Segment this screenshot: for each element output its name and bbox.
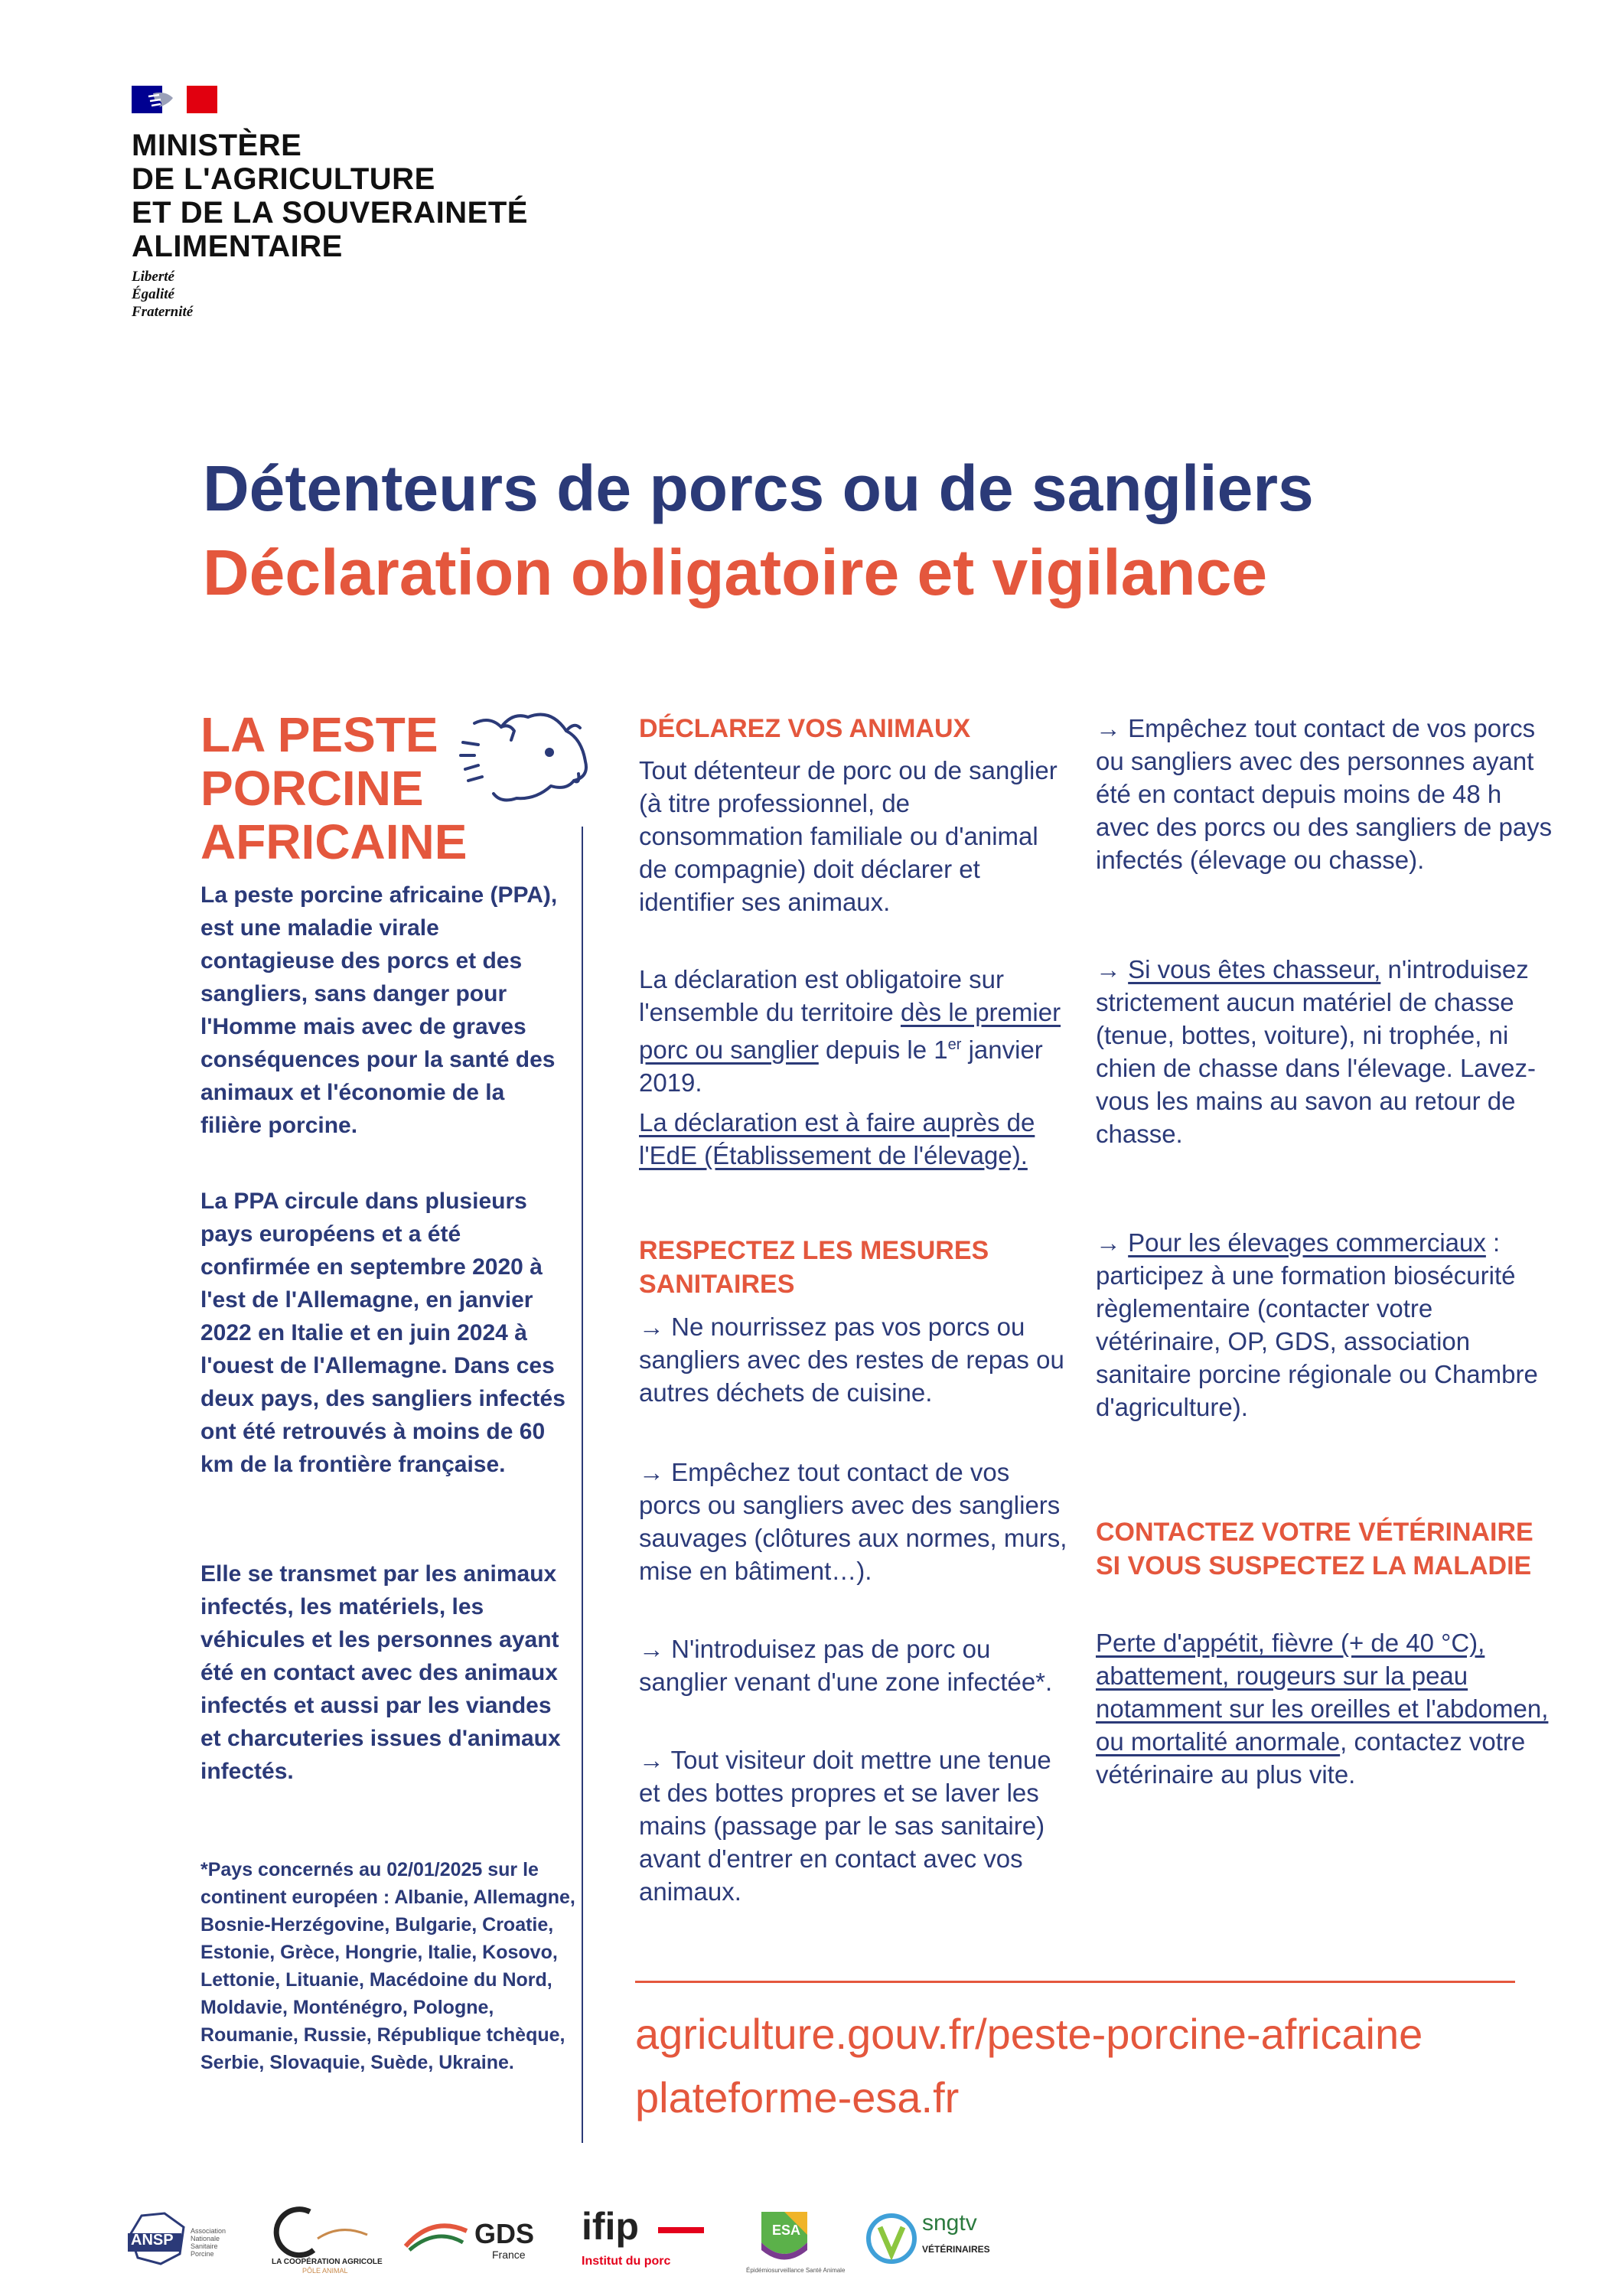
measure-item: → Empêchez tout contact de vos porcs ou sangliers avec des personnes ayant été en contact depuis moins de 48 h avec des porcs ou des sangliers de pays infectés (élevage ou chasse). [1096,714,1553,874]
arrow-icon: → [1096,714,1121,742]
measures-heading: RESPECTEZ LES MESURES SANITAIRES [639,1236,989,1299]
coop-swoosh-icon [272,2204,371,2258]
measure-item: → Tout visiteur doit mettre une tenue et des bottes propres et se laver les mains (passage par le sas sanitaire) avant d'entrer en contact avec vos animaux. [639,1746,1051,1906]
ifip-logo: ifip Institut du porc [582,2204,712,2273]
measure-item: → Empêchez tout contact de vos porcs ou sangliers avec des sangliers sauvages (clôtures aux normes, murs, mise en bâtiment…). [639,1458,1067,1585]
declare-mandatory: La déclaration est obligatoire sur l'ensemble du territoire dès le premier porc ou sanglier depuis le 1er janvier 2019. [639,965,1061,1097]
symptoms-text: Perte d'appétit, fièvre (+ de 40 °C), abattement, rougeurs sur la peau notamment sur les oreilles et l'abdomen, ou mortalité anormale, contactez votre vétérinaire au plus vite. [1096,1629,1549,1789]
ifip-bar [658,2227,704,2233]
measure-item: → N'introduisez pas de porc ou sanglier venant d'une zone infectée*. [639,1635,1053,1696]
gds-france-logo: GDS France [402,2204,547,2273]
marianne-logo-icon [132,84,217,115]
commercial-farms-link[interactable]: Pour les élevages commerciaux [1128,1228,1486,1257]
esa-url-link[interactable]: plateforme-esa.fr [635,2073,960,2122]
ministry-header [132,84,667,337]
ansp-logo: ANSP Association Nationale Sanitaire Porcine [126,2204,233,2273]
ppa-heading: LA PESTE PORCINE AFRICAINE [200,707,468,869]
hunter-link[interactable]: Si vous êtes chasseur, [1128,955,1381,983]
cooperation-agricole-logo: LA COOPÉRATION AGRICOLE PÔLE ANIMAL [272,2204,402,2273]
arrow-icon: → [639,1313,664,1341]
arrow-icon: → [639,1746,664,1774]
ppa-spread: La PPA circule dans plusieurs pays européens et a été confirmée en septembre 2020 à l'est de l'Allemagne, en janvier 2022 en Italie et en juin 2024 à l'ouest de l'Allemagne. Dans ces deux pays, des sangliers infectés ont été retrouvés à moins de 60 km de la frontière française. [200,1189,565,1477]
arrow-icon: → [1096,955,1121,983]
title-line-1: Détenteurs de porcs ou de sangliers [203,452,1314,524]
sngtv-logo: sngtv VÉTÉRINAIRES [865,2204,1002,2273]
arrow-icon: → [639,1635,664,1663]
countries-note: *Pays concernés au 02/01/2025 sur le continent européen : Albanie, Allemagne, Bosnie-Herzégovine, Bulgarie, Croatie, Estonie, Grèce, Hongrie, Italie, Kosovo, Lettonie, Lituanie, Macédoine du Nord, Moldavie, Monténégro, Pologne, Roumanie, Russie, République tchèque, Serbie, Slovaquie, Suède, Ukraine. [200,1859,575,2073]
declare-text: Tout détenteur de porc ou de sanglier (à titre professionnel, de consommation familiale ou d'animal de compagnie) doit déclarer et identifier ses animaux. [639,756,1058,916]
footer-divider [635,1981,1515,1983]
arrow-icon: → [639,1458,664,1486]
sngtv-emblem-icon [865,2212,918,2265]
republic-motto: Liberté Égalité Fraternité [132,269,194,320]
measure-item: → Pour les élevages commerciaux : participez à une formation biosécurité règlementaire (contacter votre vétérinaire, OP, GDS, association sanitaire porcine régionale ou Chambre d'agriculture). [1096,1228,1538,1421]
measure-item: → Ne nourrissez pas vos porcs ou sangliers avec des restes de repas ou autres déchets de cuisine. [639,1313,1064,1407]
ede-link[interactable]: La déclaration est à faire auprès de l'EdE (Établissement de l'élevage). [639,1108,1035,1169]
wild-boar-icon [459,700,593,815]
ppa-description: La peste porcine africaine (PPA), est une maladie virale contagieuse des porcs et des sangliers, sans danger pour l'Homme mais avec de graves conséquences pour la santé des animaux et l'économie de la filière porcine. [200,882,558,1138]
partner-logos [126,2204,1045,2281]
ppa-transmission: Elle se transmet par les animaux infectés, les matériels, les véhicules et les personnes ayant été en contact avec des animaux infectés et aussi par les viandes et charcuteries issues d'animaux infectés. [200,1561,561,1784]
title-line-2: Déclaration obligatoire et vigilance [203,536,1268,608]
declare-heading: DÉCLAREZ VOS ANIMAUX [639,714,971,743]
arrow-icon: → [1096,1228,1121,1257]
measure-item: → Si vous êtes chasseur, n'introduisez strictement aucun matériel de chasse (tenue, bottes, voiture), ni trophée, ni chien de chasse dans l'élevage. Lavez-vous les mains au savon au retour de chasse. [1096,955,1537,1148]
agriculture-url-link[interactable]: agriculture.gouv.fr/peste-porcine-africaine [635,2010,1423,2058]
esa-logo: ESA Épidémiosurveillance Santé Animale [746,2204,838,2273]
symptoms-link[interactable]: Perte d'appétit, fièvre (+ de 40 °C), abattement, rougeurs sur la peau notamment sur les oreilles et l'abdomen, ou mortalité anormale [1096,1629,1549,1756]
vet-heading: CONTACTEZ VOTRE VÉTÉRINAIRE SI VOUS SUSPECTEZ LA MALADIE [1096,1518,1533,1580]
first-animal-link[interactable]: dès le premier porc ou sanglier [639,998,1061,1064]
gds-swoosh-icon [402,2216,471,2254]
column-divider [582,827,583,2143]
ministry-name: MINISTÈRE DE L'AGRICULTURE ET DE LA SOUVERAINETÉ ALIMENTAIRE [132,129,528,263]
